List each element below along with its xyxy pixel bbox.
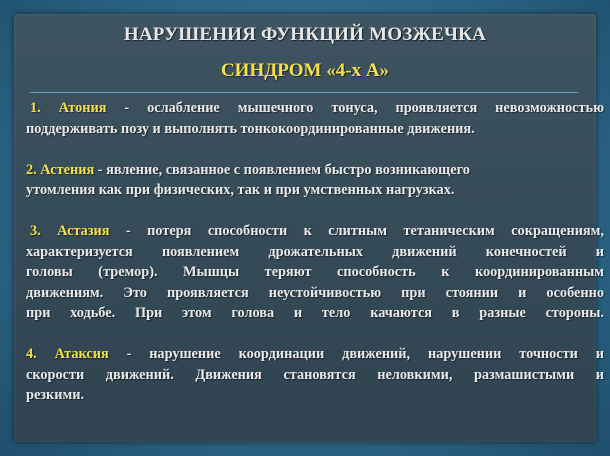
term-atonia: 1. Атония <box>30 100 107 116</box>
item-line: поддерживать позу и выполнять тонкокоординированные движения. <box>26 120 475 137</box>
item-line: головы (тремор). Мышцы теряют способность к координированным <box>26 264 604 280</box>
item-line: - потеря способности к слитным тетаническим сокращениям, <box>109 223 604 239</box>
term-astenia: 2. Астения <box>26 161 95 178</box>
item-line: резкими. <box>26 387 85 403</box>
item-line: - нарушение координации движений, нарушении точности и <box>108 346 604 362</box>
item-line: - явление, связанное с появлением быстро возникающего <box>94 161 470 178</box>
item-line: скорости движений. Движения становятся неловкими, размашистыми и <box>26 366 604 383</box>
syndrome-list <box>26 98 604 406</box>
item-line: при ходьбе. При этом голова и тело качаются в разные стороны. <box>26 305 604 321</box>
title-divider <box>30 92 578 93</box>
term-ataksia: 4. Атаксия <box>26 346 109 362</box>
list-item-astenia <box>26 160 604 201</box>
slide-title: НАРУШЕНИЯ ФУНКЦИЙ МОЗЖЕЧКА <box>123 24 487 45</box>
list-item-atonia <box>26 98 604 139</box>
item-line: утомления как при физических, так и при умственных нагрузках. <box>26 182 455 198</box>
term-astazia: 3. Астазия <box>30 223 110 239</box>
item-line: движениям. Это проявляется неустойчивостью при стоянии и особенно <box>26 284 604 301</box>
list-item-astazia <box>26 221 604 324</box>
item-line: - ослабление мышечного тонуса, проявляется невозможностью <box>106 100 604 116</box>
item-line: характеризуется появлением дрожательных движений конечностей и <box>26 243 604 260</box>
slide-subtitle: СИНДРОМ «4-х А» <box>220 60 390 81</box>
list-item-ataksia <box>26 344 604 406</box>
